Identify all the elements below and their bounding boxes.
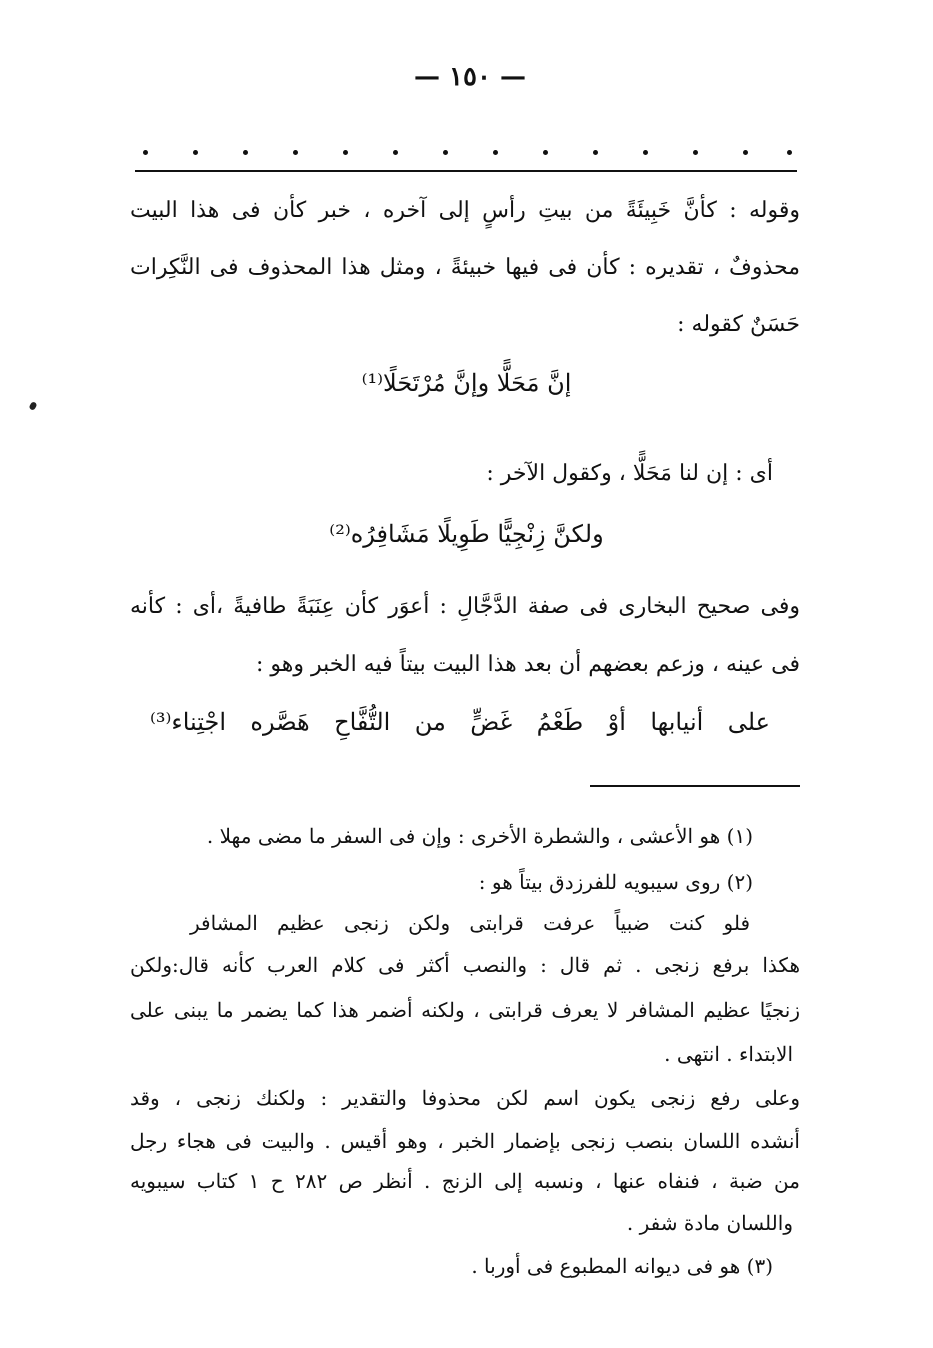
footnote-2: (٢) روى سيبويه للفرزدق بيتاً هو : — [478, 870, 753, 894]
footnote-line: زنجيًا عظيم المشافر لا يعرف قرابتى ، ولكنه أضمر هذا كما يضمر ما يبنى على — [130, 998, 800, 1022]
body-line: وقوله : كأنَّ خَبِيئَةً من بيتِ رأسٍ إلى آخره ، خبر كأن فى هذا البيت — [130, 198, 800, 223]
body-line: أى : إن لنا مَحَلًّا ، وكقول الآخر : — [486, 461, 773, 486]
footnote-verse: فلو كنت ضبياً عرفت قرابتى ولكن زنجى عظيم المشافر — [190, 911, 750, 935]
page-number: — ١٥٠ — — [413, 62, 527, 92]
ink-mark — [28, 401, 37, 411]
verse-line: إنَّ مَحَلًّا وإنَّ مُرْتَحَلًا⁽¹⁾ — [361, 369, 572, 397]
footnote-line: من ضبة ، فنفاه عنها ، ونسبه إلى الزنج . أنظر ص ٢٨٢ ح ١ كتاب سيبويه — [130, 1169, 800, 1193]
footnote-line: هكذا برفع زنجى . ثم قال : والنصب أكثر فى كلام العرب كأنه قال:ولكن — [130, 953, 800, 977]
dotted-rule — [135, 150, 795, 164]
body-line: حَسَنٌ كقوله : — [677, 312, 800, 337]
footnote-line: واللسان مادة شفر . — [626, 1211, 793, 1235]
body-line: فى عينه ، وزعم بعضهم أن بعد هذا البيت بيتاً فيه الخبر وهو : — [255, 652, 800, 677]
body-line: محذوفٌ ، تقديره : كأن فى فيها خبيئةً ، ومثل هذا المحذوف فى النَّكِرات — [130, 255, 800, 280]
footnote-1: (١) هو الأعشى ، والشطرة الأخرى : وإن فى السفر ما مضى مهلا . — [206, 824, 753, 848]
footnote-3: (٣) هو فى ديوانه المطبوع فى أوربا . — [471, 1254, 773, 1278]
verse-line: على أنيابها أوْ طَعْمُ غَضٍّ من التُّفَّاحِ هَصَّره اجْتِناء⁽³⁾ — [150, 708, 770, 736]
body-line: وفى صحيح البخارى فى صفة الدَّجَّالِ : أعوَر كأن عِنَبَةً طافيةً ،أى : كأنه — [130, 594, 800, 619]
verse-line: ولكنَّ زِنْجِيًّا طَوِيلًا مَشَافِرُه⁽²⁾ — [329, 520, 604, 548]
footnote-line: وعلى رفع زنجى يكون اسم لكن محذوفا والتقدير : ولكنك زنجى ، وقد — [130, 1086, 800, 1110]
footnote-line: أنشده اللسان بنصب زنجى بإضمار الخبر ، وهو أقيس . والبيت فى هجاء رجل — [130, 1129, 800, 1153]
footnote-rule — [590, 785, 800, 787]
footnote-line: الابتداء . انتهى . — [664, 1042, 793, 1066]
header-rule — [135, 170, 797, 172]
